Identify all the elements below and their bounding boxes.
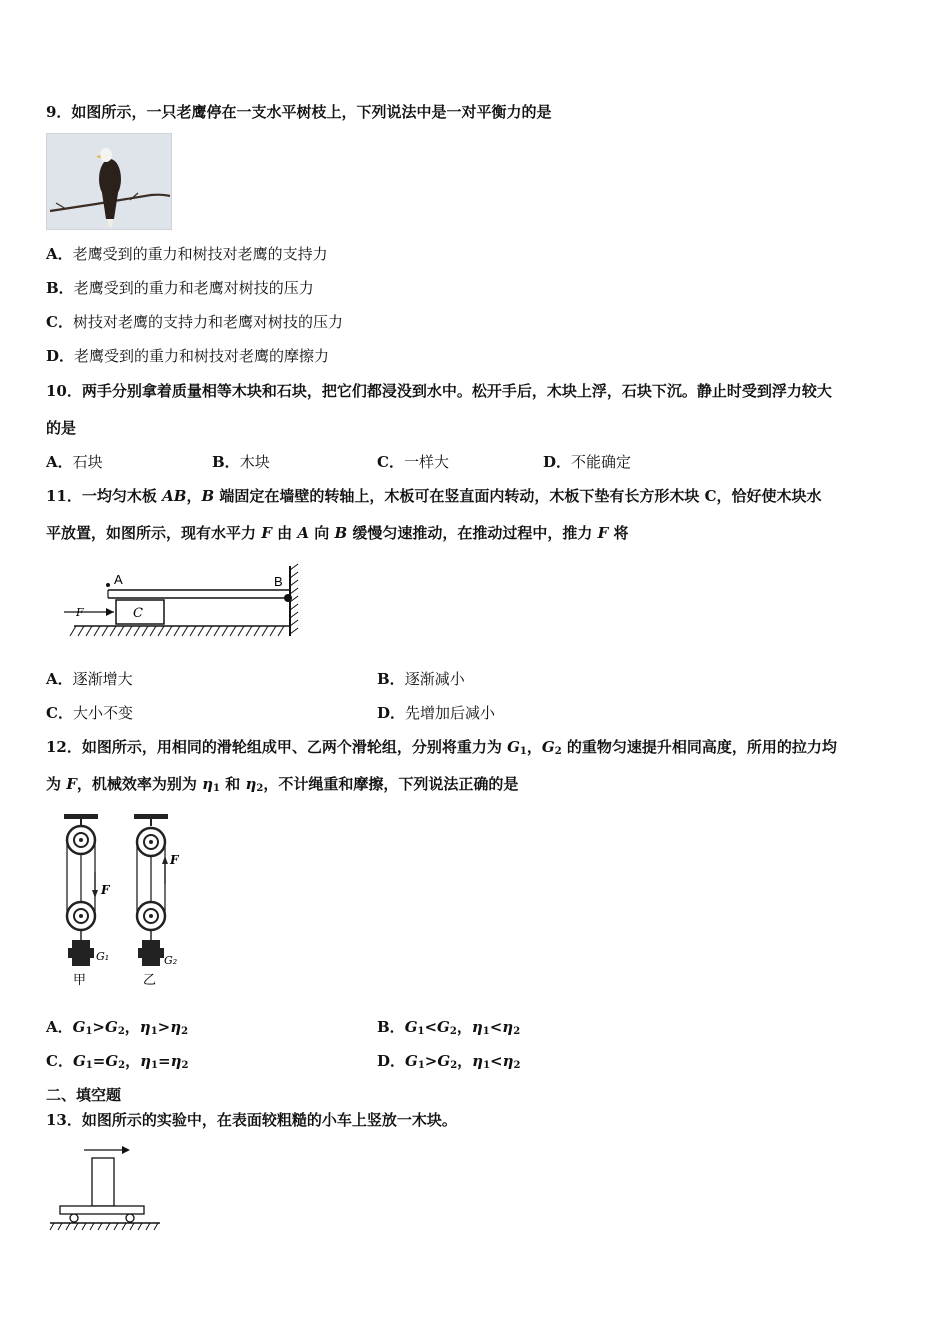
q9-stem: 9．如图所示，一只老鹰停在一支水平树枝上，下列说法中是一对平衡力的是 <box>46 103 552 121</box>
q12-stem-line2: 为 F，机械效率为别为 $\eta_1$ 和 $\eta_2$，不计绳重和摩擦，下列说法正确的是 <box>46 775 519 794</box>
cart-block-diagram <box>48 1142 168 1234</box>
q12-stem-line1: 12．如图所示，用相同的滑轮组成甲、乙两个滑轮组，分别将重力为 $G_1$，$G_2$ 的重物匀速提升相同高度，所用的拉力均 <box>46 738 837 757</box>
q11-option-d: D．先增加后减小 <box>377 704 496 722</box>
label-c: C <box>133 606 143 621</box>
q13-stem: 13．如图所示的实验中，在表面较粗糙的小车上竖放一木块。 <box>46 1111 457 1129</box>
label-g2: G₂ <box>164 954 178 967</box>
q12-option-a: A．$G_1>G_2$，$\eta_1>\eta_2$ <box>46 1018 189 1037</box>
q10-stem-line2: 的是 <box>46 419 77 437</box>
q9-option-d: D．老鹰受到的重力和树技对老鹰的摩擦力 <box>46 347 330 365</box>
label-yi: 乙 <box>143 973 157 988</box>
q12-option-b: B．$G_1<G_2$，$\eta_1<\eta_2$ <box>377 1018 521 1037</box>
pulley-diagram <box>58 812 198 992</box>
label-f-yi: F <box>170 853 179 867</box>
q10-option-c: C．一样大 <box>377 453 449 471</box>
label-f: F <box>76 606 84 619</box>
q11-option-b: B．逐渐减小 <box>377 670 465 688</box>
q12-option-d: D．$G_1>G_2$，$\eta_1<\eta_2$ <box>377 1052 521 1071</box>
q10-option-b: B．木块 <box>212 453 270 471</box>
q9-option-c: C．树技对老鹰的支持力和老鹰对树技的压力 <box>46 313 343 331</box>
label-a: A <box>114 572 123 587</box>
q10-stem-line1: 10．两手分别拿着质量相等木块和石块，把它们都浸没到水中。松开手后，木块上浮，石块下沉。静止时受到浮力较大 <box>46 382 832 400</box>
q10-option-d: D．不能确定 <box>543 453 632 471</box>
eagle-photo <box>46 133 172 230</box>
q12-option-c: C．$G_1=G_2$，$\eta_1=\eta_2$ <box>46 1052 189 1071</box>
label-g1: G₁ <box>96 950 110 963</box>
label-f-jia: F <box>101 883 110 897</box>
label-b: B <box>274 574 283 589</box>
board-wall-diagram <box>60 560 320 650</box>
q10-option-a: A．石块 <box>46 453 103 471</box>
label-jia: 甲 <box>73 973 87 988</box>
q11-option-c: C．大小不变 <box>46 704 133 722</box>
q11-stem-line2: 平放置，如图所示，现有水平力 F 由 A 向 B 缓慢匀速推动，在推动过程中，推力 F 将 <box>46 524 629 542</box>
q9-option-b: B．老鹰受到的重力和老鹰对树技的压力 <box>46 279 314 297</box>
section-title: 二、填空题 <box>46 1086 122 1104</box>
q11-stem-line1: 11．一均匀木板 AB，B 端固定在墙壁的转轴上，木板可在竖直面内转动，木板下垫有长方形木块 C，恰好使木块水 <box>46 487 822 505</box>
q11-option-a: A．逐渐增大 <box>46 670 133 688</box>
q9-option-a: A．老鹰受到的重力和树技对老鹰的支持力 <box>46 245 328 263</box>
